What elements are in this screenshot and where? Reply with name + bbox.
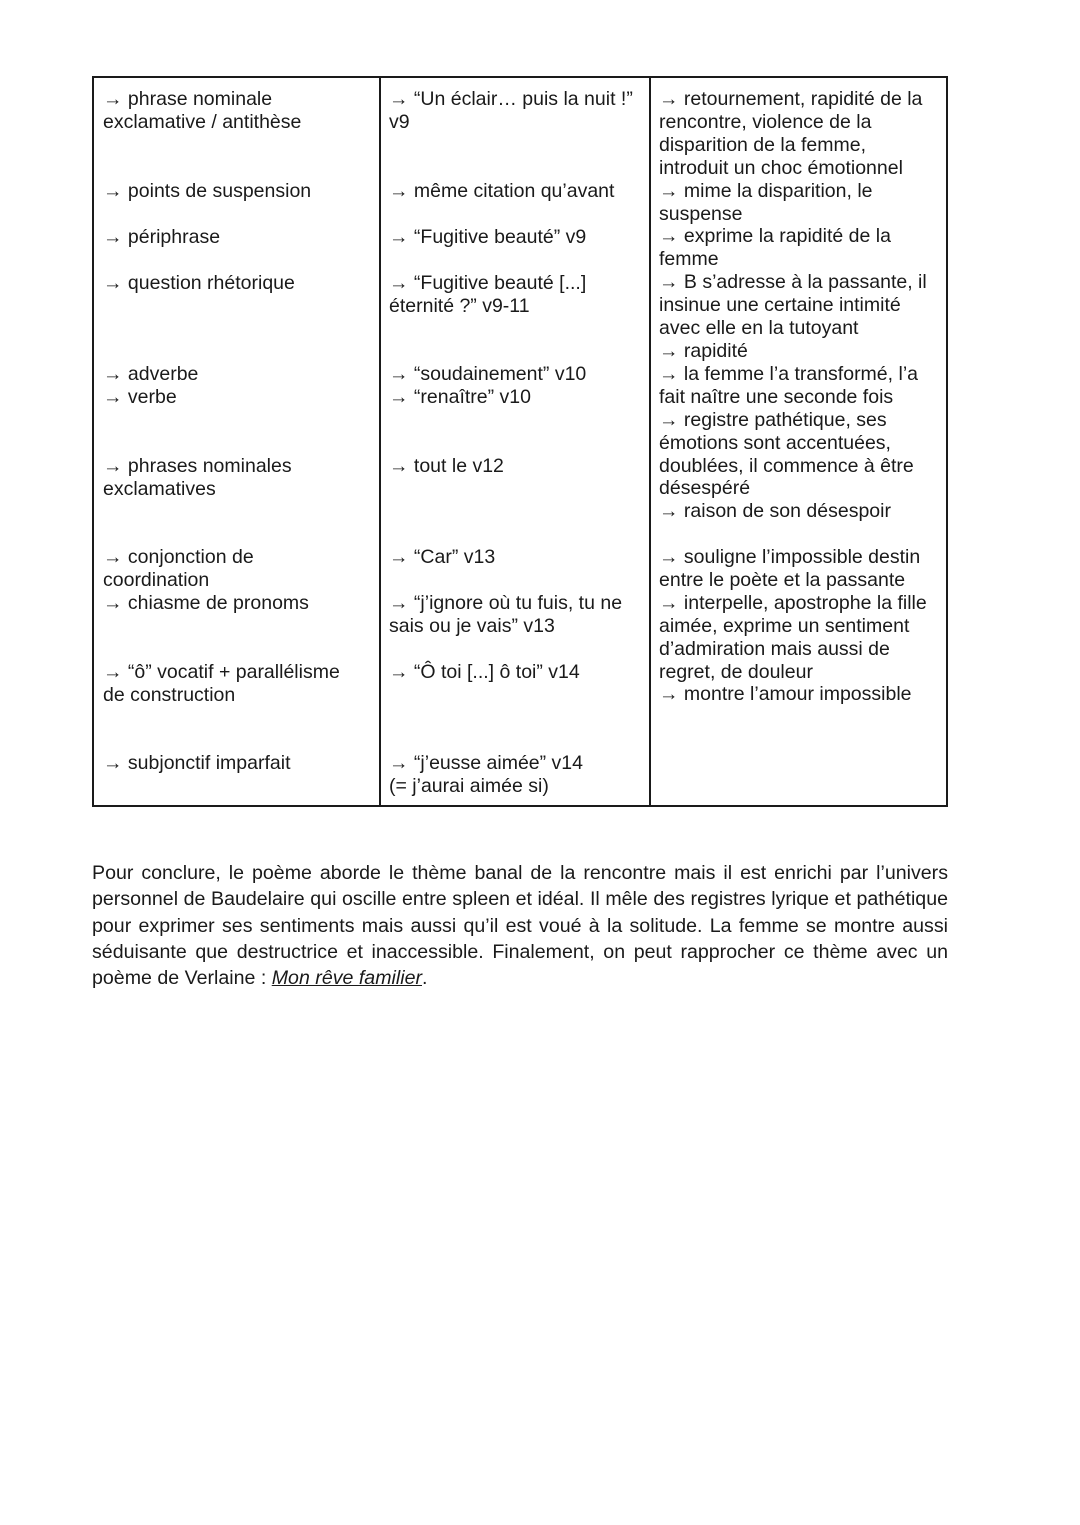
table-cell: → points de suspension <box>103 180 312 202</box>
column-divider <box>379 78 381 805</box>
table-cell: → même citation qu’avant <box>389 180 615 202</box>
table-cell: → phrases nominales exclamatives <box>103 455 292 500</box>
table-cell: → subjonctif imparfait <box>103 752 291 774</box>
table-cell: → “j’ignore où tu fuis, tu ne sais ou je vais” v13 <box>389 592 623 637</box>
column-divider <box>649 78 651 805</box>
table-cell: → “Car” v13 <box>389 546 496 568</box>
table-cell: → conjonction de coordination → chiasme de pronoms <box>103 546 309 614</box>
table-cell: → question rhétorique <box>103 272 295 294</box>
table-cell: → adverbe → verbe <box>103 363 199 408</box>
table-cell: → “Fugitive beauté [...] éternité ?” v9-11 <box>389 272 587 317</box>
conclusion-text: Pour conclure, le poème aborde le thème banal de la rencontre mais il est enrichi par l’univers personnel de Baudelaire qui oscille entre spleen et idéal. Il mêle des registres lyrique et pathétique pour exprimer ses sentiments mais aussi qu’il est voué à la solitude. La femme se montre aussi séduisante que destructrice et inaccessible. Finalement, on peut rapprocher ce thème avec un poème de Verlaine : <box>92 862 948 990</box>
table-cell: → “Fugitive beauté” v9 <box>389 226 587 248</box>
table-cell: → périphrase <box>103 226 221 248</box>
table-cell: → “Ô toi [...] ô toi” v14 <box>389 661 580 683</box>
table-cell: → tout le v12 <box>389 455 504 477</box>
verlaine-poem-link[interactable]: Mon rêve familier <box>271 967 422 990</box>
table-cell: → “ô” vocatif + parallélisme de construction <box>103 661 340 706</box>
table-cell: → “Un éclair… puis la nuit !” v9 <box>389 88 633 133</box>
analysis-table <box>92 76 948 807</box>
conclusion-paragraph <box>92 860 948 991</box>
conclusion-end: . <box>422 967 428 990</box>
table-cell: → phrase nominale exclamative / antithèse <box>103 88 302 133</box>
table-cell: → retournement, rapidité de la rencontre, violence de la disparition de la femme, introduit un choc émotionnel → mime la disparition, le suspense → exprime la rapidité de la femme → B s’adresse à la passante, il insinue une certaine intimité avec elle en la tutoyant → rapidité → la femme l’a transformé, l’a fait naître une seconde fois → registre pathétique, ses émotions sont accentuées, doublées, il commence à être désespéré → raison de son désespoir <box>659 88 927 523</box>
table-cell: → souligne l’impossible destin entre le poète et la passante → interpelle, apostrophe la fille aimée, exprime un sentiment d’admiration mais aussi de regret, de douleur → montre l’amour impossible <box>659 546 927 706</box>
table-cell: → “j’eusse aimée” v14 (= j’aurai aimée si) <box>389 752 583 797</box>
table-cell: → “soudainement” v10 → “renaître” v10 <box>389 363 587 408</box>
